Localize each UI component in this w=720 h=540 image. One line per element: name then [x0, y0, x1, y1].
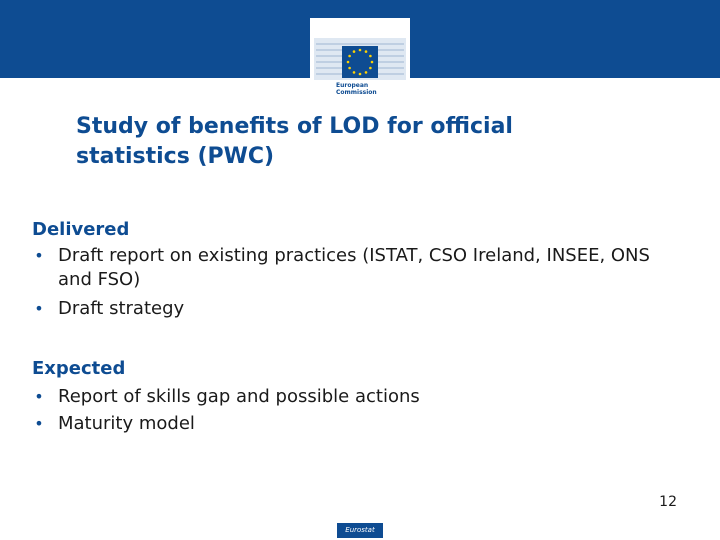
list-item: [32, 410, 672, 437]
page-number: 12: [659, 494, 677, 510]
berlaymont-building-icon: [310, 18, 410, 82]
list-item: [32, 244, 672, 292]
list-item-text: Maturity model: [58, 413, 195, 434]
eurostat-badge: Eurostat: [337, 523, 383, 538]
logo-line-2: Commission: [336, 89, 377, 96]
list-item: [32, 383, 672, 410]
expected-list: [32, 383, 672, 437]
logo-text: [336, 82, 396, 96]
list-item-text: Draft report on existing practices (ISTAT, CSO Ireland, INSEE, ONS and FSO): [58, 245, 650, 290]
expected-section: [32, 357, 672, 437]
list-item-text: Report of skills gap and possible actions: [58, 386, 420, 407]
bullet-icon: •: [34, 246, 44, 265]
bullet-icon: •: [34, 387, 44, 406]
delivered-list: [32, 244, 672, 322]
slide-title: [76, 112, 636, 172]
bullet-icon: •: [34, 299, 44, 318]
bullet-icon: •: [34, 414, 44, 433]
delivered-section: [32, 218, 672, 322]
logo-line-1: European: [336, 82, 369, 89]
delivered-heading: Delivered: [32, 219, 130, 240]
slide-title-line-2: statistics (PWC): [76, 144, 275, 169]
list-item: [32, 295, 672, 322]
slide-title-line-1: Study of benefits of LOD for official: [76, 114, 513, 139]
list-item-text: Draft strategy: [58, 298, 185, 319]
expected-heading: Expected: [32, 358, 126, 379]
